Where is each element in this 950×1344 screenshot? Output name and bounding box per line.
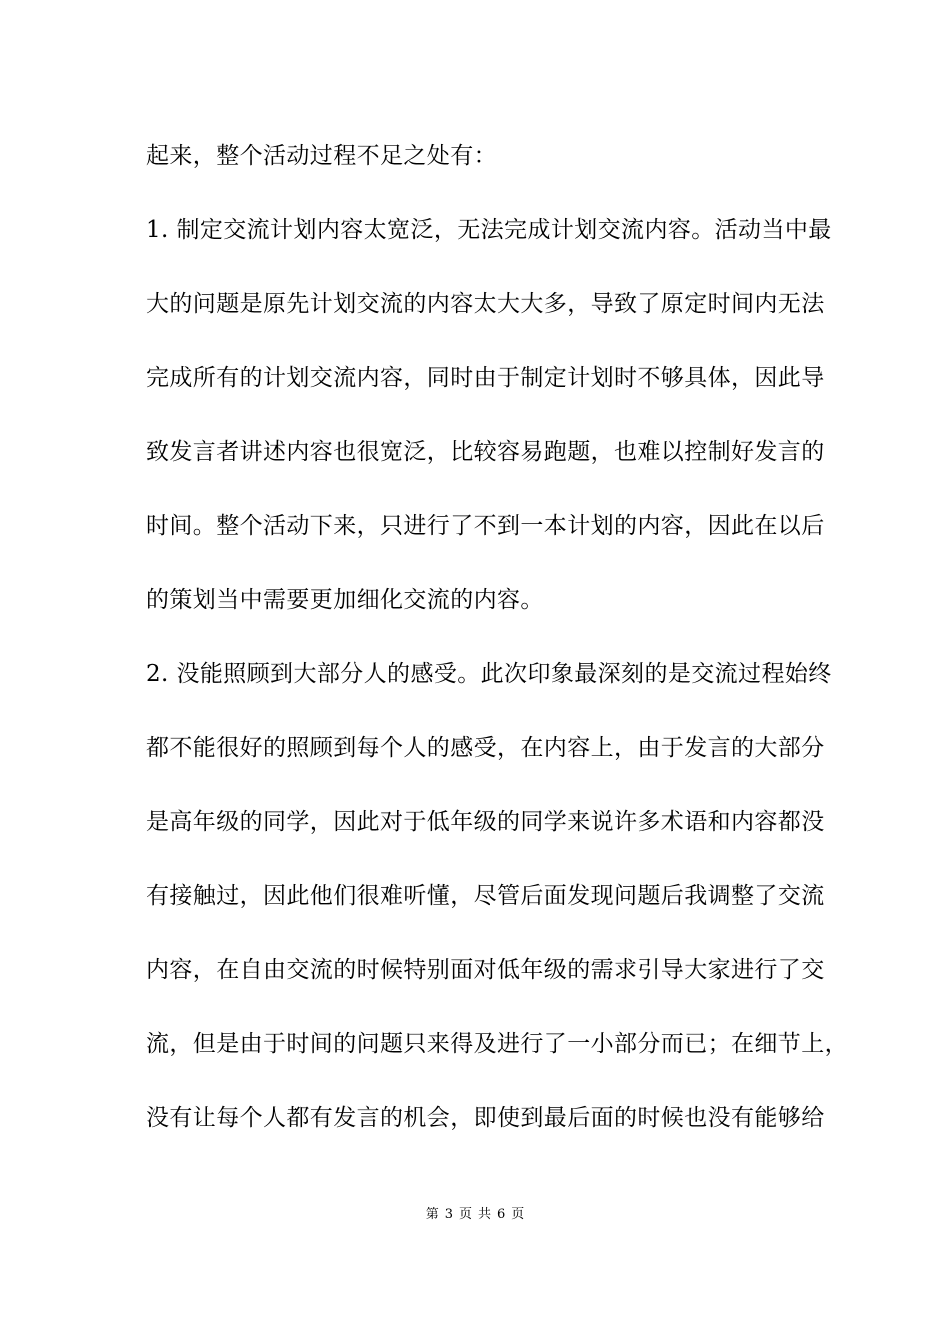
- text-line-8: 2. 没能照顾到大部分人的感受。此次印象最深刻的是交流过程始终: [146, 661, 832, 687]
- text-line-10: 是高年级的同学，因此对于低年级的同学来说许多术语和内容都没: [146, 809, 825, 835]
- footer-total-prefix: 共: [478, 1207, 492, 1222]
- footer-prefix: 第: [425, 1207, 439, 1222]
- footer-total-pages: 6: [497, 1207, 506, 1222]
- text-line-1: 起来，整个活动过程不足之处有：: [146, 143, 497, 169]
- text-line-13: 流，但是由于时间的问题只来得及进行了一小部分而已；在细节上，: [146, 1031, 848, 1057]
- text-line-4: 完成所有的计划交流内容，同时由于制定计划时不够具体，因此导: [146, 365, 825, 391]
- body-text: [146, 138, 848, 1174]
- text-line-12: 内容，在自由交流的时候特别面对低年级的需求引导大家进行了交: [146, 957, 825, 983]
- footer-page-word: 页: [458, 1207, 472, 1222]
- page-footer: [0, 1206, 950, 1224]
- footer-suffix: 页: [511, 1207, 525, 1222]
- text-line-6: 时间。整个活动下来，只进行了不到一本计划的内容，因此在以后: [146, 513, 825, 539]
- text-line-2: 1. 制定交流计划内容太宽泛，无法完成计划交流内容。活动当中最: [146, 217, 832, 243]
- footer-current-page: 3: [444, 1207, 453, 1222]
- text-line-11: 有接触过，因此他们很难听懂，尽管后面发现问题后我调整了交流: [146, 883, 825, 909]
- text-line-9: 都不能很好的照顾到每个人的感受，在内容上，由于发言的大部分: [146, 735, 825, 761]
- text-line-14: 没有让每个人都有发言的机会，即使到最后面的时候也没有能够给: [146, 1105, 825, 1131]
- text-line-7: 的策划当中需要更加细化交流的内容。: [146, 587, 544, 613]
- text-line-3: 大的问题是原先计划交流的内容太大大多，导致了原定时间内无法: [146, 291, 825, 317]
- text-line-5: 致发言者讲述内容也很宽泛，比较容易跑题，也难以控制好发言的: [146, 439, 825, 465]
